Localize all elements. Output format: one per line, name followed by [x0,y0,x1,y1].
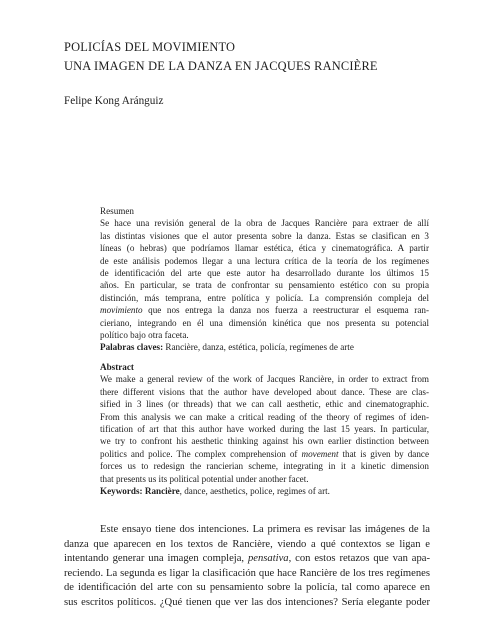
emphasis-pensativa: pensativa [247,553,289,565]
resumen-line: líneas (o hebras) que podríamos llamar estética, ética y cinematográfica. A partir [100,243,429,254]
resumen-line: cieriano, integrando en él una dimensión kinética que nos presenta su potencial [100,317,429,328]
resumen-line: Se hace una revisión general de la obra de Jacques Rancière para extraer de allí [100,218,429,229]
resumen-section [100,205,429,354]
body-line: de identificación del arte con su pensamiento sobre la policía, tal como aparece en [64,582,430,594]
abstract-line-rest: that is given by dance [338,448,429,459]
resumen-line: de este análisis podemos llegar a una lectura crítica de la teoría de los regímenes [100,255,429,266]
body-line: reciendo. La segunda es ligar la clasificación que hace Rancière de los tres regímenes [64,567,430,579]
keywords-author-name: Rancière [142,485,180,496]
resumen-line-emphasis [100,304,429,316]
emphasis-movimiento: movimiento [100,305,143,316]
keywords-label: Keywords: [100,485,143,496]
abstract-section [100,361,429,497]
body-line: sus escritos políticos. ¿Qué tienen que ver las dos intenciones? Sería elegante poder [64,596,430,608]
resumen-keywords [100,341,429,353]
title-line-1: POLICÍAS DEL MOVIMIENTO [64,40,236,54]
keywords-label: Palabras claves: [100,342,164,353]
author-name: Felipe Kong Aránguiz [64,95,164,107]
abstract-heading: Abstract [100,362,134,372]
resumen-line: político bajo otra faceta. [100,329,189,340]
resumen-line-rest: que nos entrega la danza nos fuerza a reestructurar el esquema ran- [142,305,429,316]
abstract-line-start: politics and police. The complex comprehension of [100,448,298,459]
keywords-list: Rancière, danza, estética, policía, regímenes de arte [163,342,354,353]
resumen-line: las distintas visiones que el autor presenta sobre la danza. Estas se clasifican en 3 [100,230,429,241]
body-line-rest: , con estos retazos que van apa- [288,553,431,565]
body-line-start: intentando generar una imagen compleja, [64,553,248,565]
resumen-line: años. En particular, se trata de confrontar su pensamiento estético con su propia [100,280,429,291]
resumen-line: distinción, más temprana, entre política y policía. La comprensión compleja del [100,292,429,303]
body-line: danza que aparecen en los textos de Rancière, viendo a qué contextos se ligan e [64,538,430,550]
title-line-2: UNA IMAGEN DE LA DANZA EN JACQUES RANCIÈRE [64,59,378,73]
abstract-keywords [100,485,429,497]
body-line-emphasis [64,552,430,567]
abstract-line: tification of art that this author have worked during the last 15 years. In particular, [100,423,429,434]
body-paragraph [64,523,430,611]
keywords-list: , dance, aesthetics, police, regimes of art. [179,485,330,496]
article-title [64,38,378,76]
body-line: Este ensayo tiene dos intenciones. La primera es revisar las imágenes de la [100,524,430,535]
abstract-line: From this analysis we can make a critical reading of the theory of regimes of iden- [100,411,429,422]
abstract-line: that presents us its political potential under another facet. [100,473,309,484]
abstract-line: sified in 3 lines (or threads) that we can call aesthetic, ethic and cinematographic. [100,399,429,410]
abstract-line: forces us to redesign the rancierian scheme, integrating in it a kinetic dimension [100,461,429,472]
abstract-line: We make a general review of the work of Jacques Rancière, in order to extract from [100,374,429,385]
emphasis-movement: movement [301,448,339,459]
abstract-line: we try to confront his aesthetic thinking against his own earlier distinction between [100,436,429,447]
abstract-line-emphasis [100,448,429,460]
resumen-heading: Resumen [100,206,134,216]
resumen-line: de identificación del arte que este autor ha desarrollado durante los últimos 15 [100,267,429,278]
abstract-line: there different visions that the author have developed about dance. These are clas- [100,386,429,397]
